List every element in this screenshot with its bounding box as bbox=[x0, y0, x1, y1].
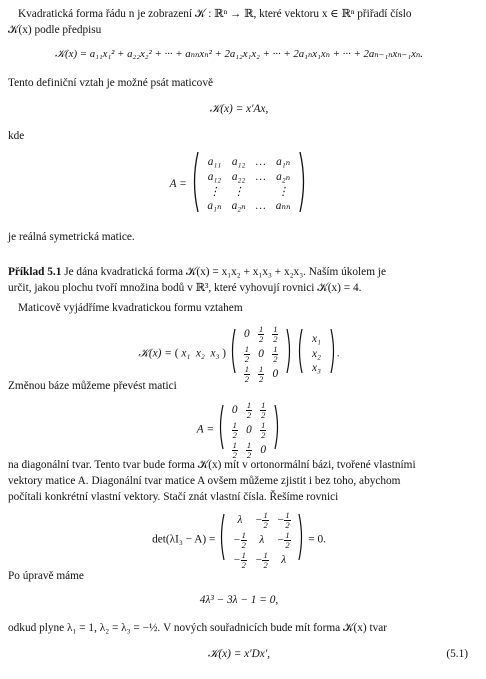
matrix-cell bbox=[254, 324, 268, 344]
matrix-cell: ⋮ bbox=[232, 185, 245, 198]
matrix-cell: a₂ₙ bbox=[231, 200, 246, 213]
fraction-half bbox=[272, 345, 278, 363]
general-matrix bbox=[202, 155, 295, 214]
denominator: 2 bbox=[244, 353, 249, 364]
a-label: A = bbox=[196, 423, 214, 436]
numerator: 1 bbox=[232, 420, 237, 430]
denominator: 2 bbox=[261, 429, 266, 440]
matrix-a-label: A = bbox=[169, 178, 187, 191]
column-vector bbox=[307, 332, 326, 376]
left-paren bbox=[296, 327, 304, 380]
fraction bbox=[260, 400, 266, 420]
matrix-cell bbox=[273, 530, 295, 550]
matrix-row bbox=[229, 530, 295, 550]
minus-sign: − bbox=[232, 533, 241, 546]
minus-sign: − bbox=[254, 513, 263, 526]
fraction bbox=[272, 344, 278, 364]
right-paren bbox=[273, 403, 281, 456]
row-vector: ( x₁ x₂ x₃ ) bbox=[174, 347, 227, 360]
matrix-cell bbox=[273, 510, 295, 530]
denominator: 2 bbox=[232, 449, 237, 460]
matrix-cell bbox=[229, 510, 251, 530]
denominator: 2 bbox=[263, 519, 268, 530]
matrix-entry: λ bbox=[281, 553, 287, 566]
matrix-cell bbox=[256, 400, 270, 420]
det-lhs: det(λI₃ − A) = bbox=[152, 533, 216, 546]
numerator: 1 bbox=[244, 364, 249, 374]
fraction bbox=[232, 420, 238, 440]
numerator: 1 bbox=[261, 400, 266, 410]
fraction bbox=[276, 530, 291, 550]
denominator: 2 bbox=[285, 519, 290, 530]
right-paren bbox=[298, 150, 308, 219]
example-text-1: Je dána kvadratická forma 𝒦(x) = x₁x₂ + x₁x₃ + x₂x₃. Naším úkolem je bbox=[64, 266, 386, 278]
right-paren bbox=[329, 327, 337, 380]
quadratic-form-matrix-equation: 𝒦(x) = ( x₁ x₂ x₃ ) 0 $\frac{1}{2}$ $\frac{1}{2}$ $\frac{1}{2}$ 0 $\frac{1}{2}$ $\frac{1}{2}$ $\frac{1}{2}$ 0 x₁ x₂ x₃ . bbox=[138, 324, 340, 384]
matrix-cell bbox=[251, 185, 271, 200]
minus-sign: − bbox=[254, 553, 263, 566]
fraction-half bbox=[272, 325, 278, 343]
matrix-cell bbox=[251, 530, 273, 550]
numerator: 1 bbox=[241, 530, 246, 540]
fraction bbox=[232, 530, 247, 550]
matrix-cell bbox=[240, 324, 254, 344]
polynomial-equation: 4λ³ − 3λ − 1 = 0, bbox=[199, 594, 279, 606]
numerator: 1 bbox=[261, 420, 266, 430]
matrix-cell: aₙₙ bbox=[275, 200, 291, 213]
matrix-row bbox=[202, 199, 295, 214]
matrix-cell: a₂₂ bbox=[231, 170, 246, 183]
example-text-5c: počítali konkrétní vlastní vektory. Stačí znát vlastní čísla. Řešíme rovnici bbox=[8, 491, 339, 503]
denominator: 2 bbox=[273, 333, 278, 344]
numerator: 1 bbox=[246, 400, 252, 410]
denominator: 2 bbox=[285, 539, 290, 550]
matrix-cell: ⋮ bbox=[208, 185, 221, 198]
fraction-half bbox=[262, 511, 268, 529]
fraction bbox=[246, 400, 252, 420]
intro-text-2: Tento definiční vztah je možné psát maticově bbox=[8, 77, 213, 89]
matrix-row bbox=[202, 170, 295, 185]
fraction-half bbox=[260, 401, 266, 419]
fraction-half bbox=[241, 551, 247, 569]
denominator: 2 bbox=[246, 449, 252, 460]
example-text-4: Změnou báze můžeme převést matici bbox=[8, 380, 177, 392]
fraction-half bbox=[241, 531, 247, 549]
half-matrix bbox=[228, 400, 271, 460]
right-paren bbox=[285, 327, 293, 380]
general-matrix-equation bbox=[8, 150, 470, 219]
numerator: 1 bbox=[241, 550, 246, 560]
fraction bbox=[276, 510, 291, 530]
matrix-entry: 0 bbox=[260, 443, 267, 456]
matrix-row bbox=[228, 420, 271, 440]
kde-word: kde bbox=[8, 130, 25, 142]
matrix-cell: … bbox=[255, 170, 266, 183]
fraction bbox=[232, 440, 238, 460]
matrix-row bbox=[240, 344, 283, 364]
det-matrix bbox=[229, 510, 295, 570]
form-lhs: 𝒦(x) = bbox=[138, 347, 172, 360]
quadratic-form-formula: 𝒦(x) = a₁₁x₁² + a₂₂x₂² + ··· + aₙₙxₙ² + 2a₁₂x₁x₂ + ··· + 2a₁ₙx₁xₙ + ··· + 2aₙ₋₁ₙxₙ₋₁xₙ. bbox=[55, 48, 423, 60]
left-paren bbox=[190, 150, 200, 219]
fraction bbox=[254, 550, 269, 570]
matrix-entry: λ bbox=[259, 533, 265, 546]
matrix-cell bbox=[256, 420, 270, 440]
fraction bbox=[246, 440, 252, 460]
matrix-cell bbox=[268, 344, 282, 364]
denominator: 2 bbox=[241, 559, 246, 570]
numerator: 1 bbox=[263, 550, 268, 560]
numerator: 1 bbox=[244, 344, 249, 354]
matrix-a-equation bbox=[8, 400, 470, 460]
col-x2: x₂ bbox=[311, 347, 321, 360]
denominator: 2 bbox=[246, 409, 252, 420]
matrix-cell: a₁₂ bbox=[231, 156, 246, 169]
matrix-row bbox=[229, 550, 295, 570]
numerator: 1 bbox=[258, 324, 264, 334]
fraction-half bbox=[284, 531, 290, 549]
fraction bbox=[244, 344, 250, 364]
matrix-row bbox=[202, 185, 295, 200]
denominator: 2 bbox=[273, 353, 278, 364]
matrix-cell bbox=[273, 550, 295, 570]
matrix-cell: a₂ₙ bbox=[276, 170, 291, 183]
numerator: 1 bbox=[232, 440, 237, 450]
matrix-row bbox=[228, 400, 271, 420]
denominator: 2 bbox=[261, 409, 266, 420]
numerator: 1 bbox=[258, 364, 264, 374]
fraction-half bbox=[260, 421, 266, 439]
matrix-entry: 0 bbox=[244, 327, 250, 340]
fraction-half bbox=[262, 551, 268, 569]
matrix-cell bbox=[251, 550, 273, 570]
minus-sign: − bbox=[276, 533, 285, 546]
matrix-entry: 0 bbox=[231, 403, 238, 416]
matrix-cell: a₁ₙ bbox=[207, 200, 222, 213]
left-paren bbox=[217, 403, 225, 456]
example-text-3: Maticově vyjádříme kvadratickou formu vztahem bbox=[18, 302, 243, 314]
matrix-entry: 0 bbox=[246, 423, 252, 436]
example-text-7: odkud plyne λ₁ = 1, λ₂ = λ₃ = −½. V nových souřadnicích bude mít forma 𝒦(x) tvar bbox=[8, 622, 388, 634]
denominator: 2 bbox=[232, 429, 237, 440]
left-paren bbox=[229, 327, 237, 380]
fraction bbox=[232, 550, 247, 570]
right-paren bbox=[297, 512, 305, 567]
numerator: 1 bbox=[246, 440, 252, 450]
example-text-5a: na diagonální tvar. Tento tvar bude forma 𝒦(x) mít v ortonormální bázi, tvořené vlastními bbox=[8, 459, 416, 471]
matrix-cell: … bbox=[255, 156, 266, 169]
matrix-row bbox=[202, 155, 295, 170]
fraction bbox=[260, 420, 266, 440]
numerator: 1 bbox=[263, 510, 268, 520]
matrix-cell bbox=[228, 420, 242, 440]
numerator: 1 bbox=[285, 530, 290, 540]
matrix-cell bbox=[251, 510, 273, 530]
intro-line-2: 𝒦(x) podle předpisu bbox=[8, 24, 102, 36]
determinant-equation bbox=[8, 510, 470, 570]
matrix-cell: ⋮ bbox=[277, 185, 289, 198]
minus-sign: − bbox=[232, 553, 241, 566]
fraction-half bbox=[232, 421, 238, 439]
example-line-1 bbox=[8, 264, 470, 280]
matrix-cell bbox=[254, 344, 268, 364]
numerator: 1 bbox=[285, 510, 290, 520]
fraction bbox=[272, 324, 278, 344]
example-text-5b: vektory matice A. Diagonální tvar matice A ovšem můžeme zjistit i bez toho, abychom bbox=[8, 475, 401, 487]
matrix-cell bbox=[242, 400, 256, 420]
numerator: 1 bbox=[273, 344, 278, 354]
row-x2: x₂ bbox=[195, 347, 205, 360]
numerator: 1 bbox=[273, 324, 278, 334]
matrix-cell: a₁ₙ bbox=[276, 156, 291, 169]
fraction-half bbox=[246, 401, 252, 419]
matrix-cell bbox=[268, 324, 282, 344]
after-matrix-text: je reálná symetrická matice. bbox=[8, 231, 135, 243]
matrix-cell bbox=[240, 344, 254, 364]
denominator: 2 bbox=[258, 333, 264, 344]
denominator: 2 bbox=[244, 373, 249, 384]
col-x1: x₁ bbox=[311, 333, 321, 345]
matrix-row bbox=[240, 324, 283, 344]
fraction-half bbox=[244, 345, 250, 363]
row-x3: x₃ bbox=[210, 347, 220, 360]
matrix-cell bbox=[228, 400, 242, 420]
denominator: 2 bbox=[258, 373, 264, 384]
col-x3: x₃ bbox=[311, 362, 321, 375]
intro-line-1: Kvadratická forma řádu n je zobrazení 𝒦 : ℝⁿ → ℝ, které vektoru x ∈ ℝⁿ přiřadí číslo bbox=[18, 8, 412, 20]
matrix-cell bbox=[242, 420, 256, 440]
matrix-cell: a₁₁ bbox=[207, 156, 222, 169]
matrix-entry: 0 bbox=[272, 367, 279, 380]
fraction bbox=[258, 324, 264, 344]
fraction-half bbox=[258, 325, 264, 343]
example-text-2: určit, jakou plochu tvoří množina bodů v ℝ³, které vyhovují rovnici 𝒦(x) = 4. bbox=[8, 282, 362, 294]
row-x1: x₁ bbox=[181, 347, 191, 360]
fraction bbox=[254, 510, 269, 530]
det-rhs: = 0. bbox=[308, 533, 326, 546]
equation-number: (5.1) bbox=[446, 648, 468, 660]
example-label: Příklad 5.1 bbox=[8, 266, 62, 278]
matrix-form-formula: 𝒦(x) = x′Ax, bbox=[209, 103, 269, 115]
matrix-row bbox=[229, 510, 295, 530]
matrix-cell: … bbox=[255, 200, 266, 213]
matrix-entry: 0 bbox=[258, 347, 264, 360]
minus-sign: − bbox=[276, 513, 285, 526]
matrix-entry: λ bbox=[237, 513, 243, 526]
denominator: 2 bbox=[241, 539, 246, 550]
denominator: 2 bbox=[263, 559, 268, 570]
matrix-cell bbox=[229, 530, 251, 550]
example-text-6: Po úpravě máme bbox=[8, 570, 84, 582]
fraction-half bbox=[284, 511, 290, 529]
matrix-cell: a₁₂ bbox=[207, 170, 222, 183]
final-formula: 𝒦(x) = x′Dx′, bbox=[207, 648, 271, 660]
matrix-cell bbox=[229, 550, 251, 570]
left-paren bbox=[218, 512, 226, 567]
half-matrix bbox=[240, 324, 283, 384]
